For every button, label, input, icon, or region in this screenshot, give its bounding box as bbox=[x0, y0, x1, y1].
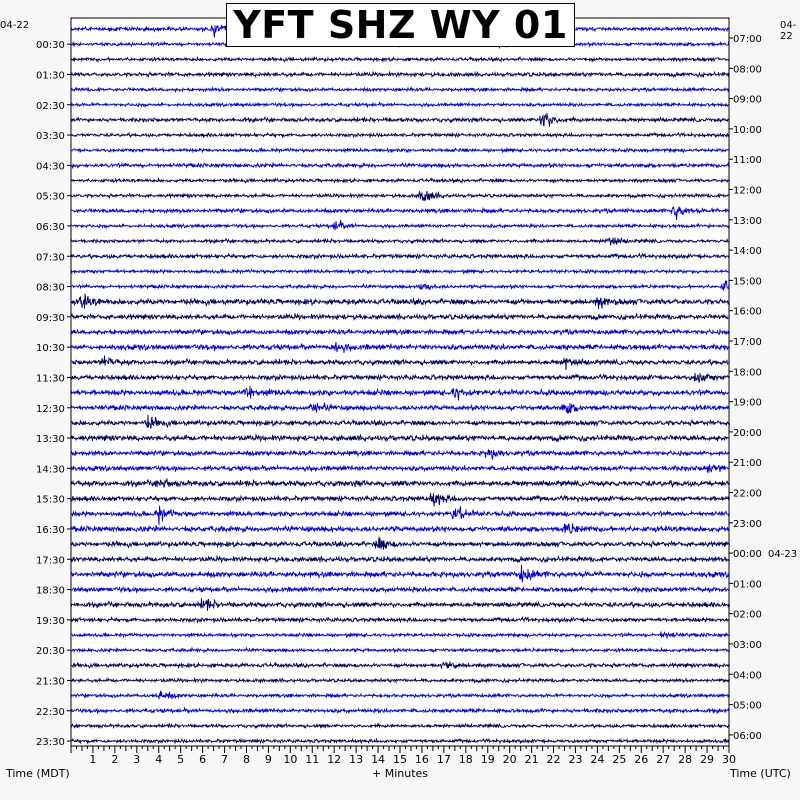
x-tick-labels bbox=[89, 753, 736, 766]
right-time-label: 02:00 bbox=[733, 609, 762, 621]
right-axis-title: Time (UTC) bbox=[730, 767, 791, 780]
right-time-label: 05:00 bbox=[733, 700, 762, 712]
x-tick-label: 30 bbox=[722, 753, 736, 766]
x-tick-label: 28 bbox=[678, 753, 693, 766]
date-label-left: 04-22 bbox=[0, 20, 30, 31]
x-tick-label: 5 bbox=[177, 753, 185, 766]
x-tick-label: 17 bbox=[436, 753, 451, 766]
right-time-label: 21:00 bbox=[733, 458, 762, 470]
right-time-label: 15:00 bbox=[733, 276, 762, 288]
left-time-label: 04:30 bbox=[36, 161, 65, 173]
left-time-label: 23:30 bbox=[36, 737, 65, 749]
x-tick-label: 27 bbox=[656, 753, 671, 766]
left-time-label: 05:30 bbox=[36, 191, 65, 203]
x-tick-label: 2 bbox=[111, 753, 119, 766]
x-tick-label: 12 bbox=[327, 753, 342, 766]
x-tick-label: 21 bbox=[524, 753, 539, 766]
x-tick-label: 18 bbox=[458, 753, 473, 766]
right-time-label: 07:00 bbox=[733, 34, 762, 45]
left-time-label: 19:30 bbox=[36, 615, 65, 627]
right-time-label: 14:00 bbox=[733, 246, 762, 258]
right-time-label: 22:00 bbox=[733, 488, 762, 500]
left-time-label: 12:30 bbox=[36, 403, 65, 415]
right-time-label: 12:00 bbox=[733, 185, 762, 197]
x-tick-label: 8 bbox=[242, 753, 250, 766]
x-tick-label: 3 bbox=[133, 753, 141, 766]
left-axis-title: Time (MDT) bbox=[6, 767, 70, 780]
right-time-labels bbox=[729, 34, 797, 742]
left-time-label: 03:30 bbox=[36, 131, 65, 143]
left-time-label: 02:30 bbox=[36, 100, 65, 112]
left-time-label: 08:30 bbox=[36, 282, 65, 294]
x-tick-label: 19 bbox=[480, 753, 495, 766]
tick-group bbox=[71, 746, 729, 753]
right-time-label: 06:00 bbox=[733, 730, 762, 742]
x-axis-title: + Minutes bbox=[371, 767, 429, 780]
left-time-labels bbox=[36, 40, 71, 748]
right-time-label: 01:00 bbox=[733, 579, 762, 591]
left-time-label: 20:30 bbox=[36, 646, 65, 658]
x-tick-label: 23 bbox=[568, 753, 583, 766]
left-time-label: 00:30 bbox=[36, 40, 65, 52]
x-tick-label: 22 bbox=[546, 753, 561, 766]
plot-area bbox=[71, 18, 729, 746]
x-tick-label: 16 bbox=[414, 753, 429, 766]
left-time-label: 18:30 bbox=[36, 585, 65, 597]
date-label-right-change: 04-23 bbox=[768, 549, 798, 561]
x-tick-label: 15 bbox=[393, 753, 407, 766]
x-tick-label: 25 bbox=[612, 753, 627, 766]
x-tick-label: 26 bbox=[634, 753, 649, 766]
right-time-label: 13:00 bbox=[733, 215, 762, 227]
right-time-label: 17:00 bbox=[733, 337, 762, 348]
right-time-label: 04:00 bbox=[733, 670, 762, 682]
x-tick-label: 10 bbox=[283, 753, 298, 766]
title-box bbox=[226, 3, 575, 47]
x-tick-label: 24 bbox=[590, 753, 605, 766]
x-tick-label: 7 bbox=[221, 753, 229, 766]
x-tick-label: 1 bbox=[89, 753, 97, 766]
left-time-label: 17:30 bbox=[36, 555, 65, 567]
left-time-label: 10:30 bbox=[36, 343, 65, 355]
x-tick-label: 6 bbox=[199, 753, 207, 766]
right-time-label: 11:00 bbox=[733, 155, 762, 167]
date-label-right: 04-22 bbox=[780, 20, 797, 42]
right-time-label: 16:00 bbox=[733, 306, 762, 318]
left-time-label: 11:30 bbox=[36, 373, 65, 385]
x-tick-label: 14 bbox=[371, 753, 386, 766]
right-time-label: 10:00 bbox=[733, 124, 762, 136]
right-time-label: 19:00 bbox=[733, 397, 762, 409]
x-tick-label: 9 bbox=[264, 753, 272, 766]
right-time-label: 18:00 bbox=[733, 367, 762, 379]
x-tick-label: 13 bbox=[349, 753, 364, 766]
left-time-label: 13:30 bbox=[36, 434, 65, 446]
left-time-label: 06:30 bbox=[36, 221, 65, 233]
right-time-label: 20:00 bbox=[733, 427, 762, 439]
left-time-label: 15:30 bbox=[36, 494, 65, 506]
left-time-label: 22:30 bbox=[36, 706, 65, 718]
right-time-label: 23:00 bbox=[733, 518, 762, 530]
left-time-label: 09:30 bbox=[36, 312, 65, 324]
x-tick-label: 4 bbox=[155, 753, 163, 766]
left-time-label: 07:30 bbox=[36, 252, 65, 264]
x-tick-label: 20 bbox=[502, 753, 517, 766]
left-time-label: 16:30 bbox=[36, 524, 65, 536]
right-time-label: 08:00 bbox=[733, 64, 762, 76]
left-time-label: 21:30 bbox=[36, 676, 65, 688]
chart-title: YFT SHZ WY 01 bbox=[233, 3, 568, 47]
right-time-label: 03:00 bbox=[733, 640, 762, 651]
left-time-label: 14:30 bbox=[36, 464, 65, 476]
right-time-label: 09:00 bbox=[733, 94, 762, 106]
left-time-label: 01:30 bbox=[36, 70, 65, 82]
x-tick-label: 29 bbox=[700, 753, 715, 766]
x-tick-label: 11 bbox=[305, 753, 320, 766]
right-time-label: 00:00 bbox=[733, 549, 762, 561]
